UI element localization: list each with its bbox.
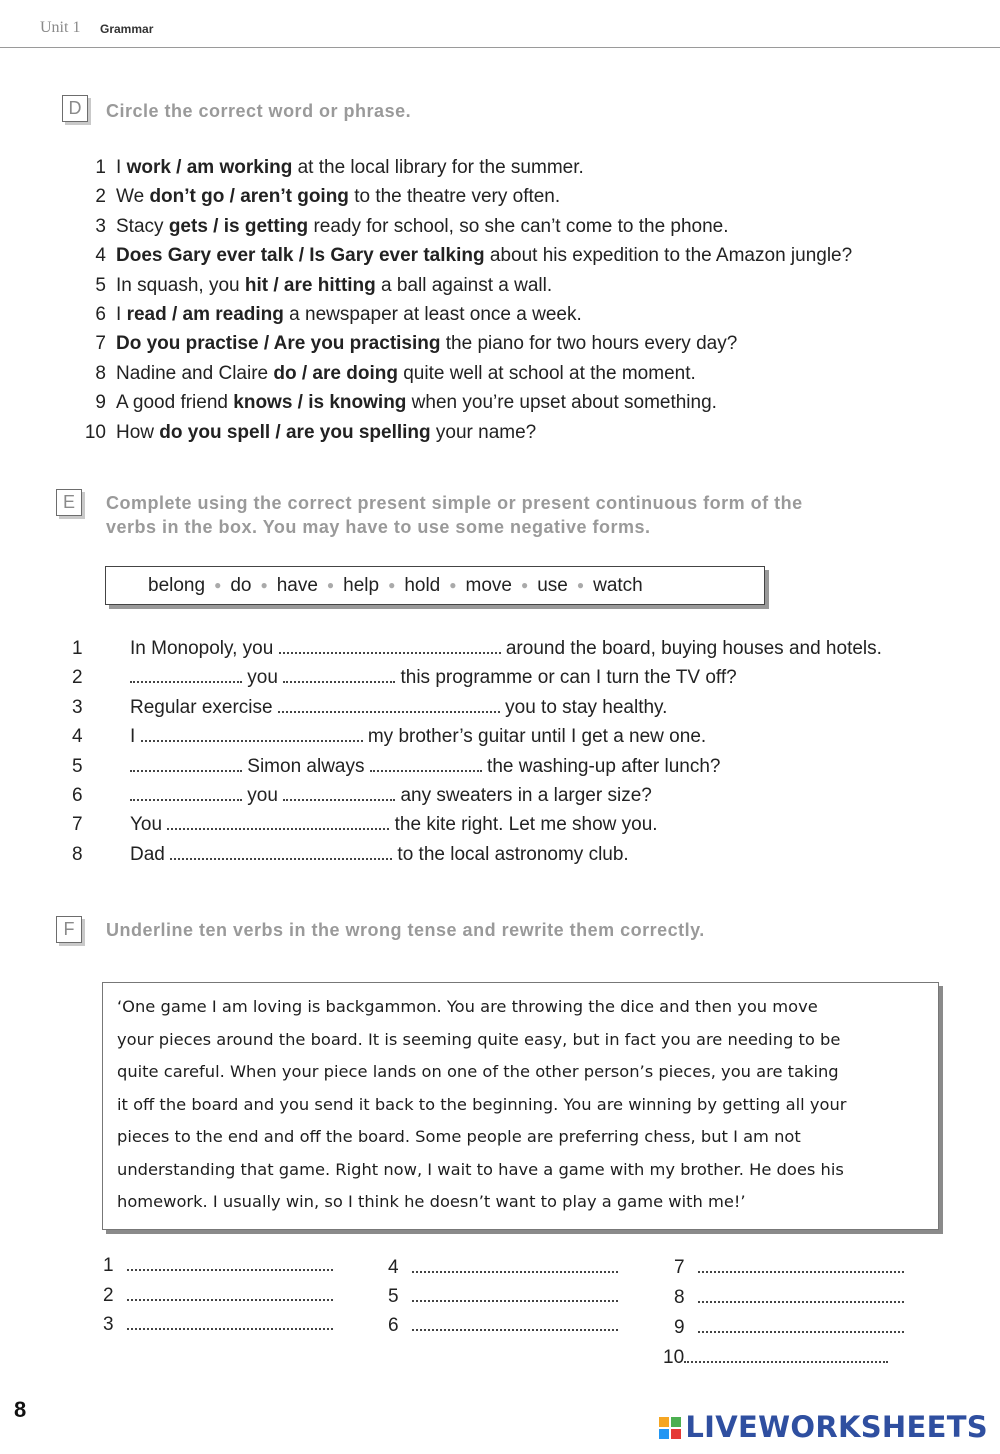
item-text: In squash, you bbox=[116, 274, 245, 296]
answer-blank[interactable] bbox=[698, 1319, 904, 1333]
item-text: you bbox=[242, 784, 284, 806]
section-f-instruction: Underline ten verbs in the wrong tense and rewrite them correctly. bbox=[106, 920, 705, 940]
answer-options[interactable]: don’t go / aren’t going bbox=[149, 186, 349, 208]
item-text: I bbox=[130, 726, 141, 748]
item-number: 3 bbox=[95, 215, 106, 237]
item-text: the kite right. Let me show you. bbox=[389, 814, 658, 836]
answer-line bbox=[674, 1317, 904, 1339]
answer-number: 7 bbox=[674, 1257, 685, 1278]
passage-line: understanding that game. Right now, I wait to have a game with my brother. He does his bbox=[117, 1159, 844, 1179]
passage-line: pieces to the end and off the board. Some people are preferring chess, but I am not bbox=[117, 1127, 801, 1146]
bullet-icon: ● bbox=[520, 578, 529, 593]
box-word: move bbox=[465, 575, 512, 596]
page-number: 8 bbox=[14, 1397, 27, 1422]
box-word: hold bbox=[404, 575, 441, 596]
answer-blank[interactable] bbox=[278, 699, 500, 713]
brand-logo bbox=[659, 1410, 988, 1444]
item-number: 5 bbox=[95, 274, 106, 296]
list-item bbox=[72, 813, 882, 842]
answer-blank[interactable] bbox=[370, 758, 482, 772]
answer-number: 10 bbox=[663, 1347, 685, 1368]
item-text: a newspaper at least once a week. bbox=[283, 303, 582, 325]
list-item bbox=[72, 244, 852, 273]
answer-blank[interactable] bbox=[412, 1259, 618, 1273]
item-text: the piano for two hours every day? bbox=[440, 333, 738, 355]
passage-line: ‘One game I am loving is backgammon. You are throwing the dice and then you move bbox=[117, 997, 818, 1016]
answer-number: 1 bbox=[103, 1255, 114, 1276]
answer-blank[interactable] bbox=[130, 669, 242, 683]
answer-line bbox=[103, 1285, 333, 1307]
bullet-icon: ● bbox=[260, 578, 268, 593]
list-item bbox=[72, 362, 852, 391]
list-item bbox=[72, 755, 882, 784]
box-word: watch bbox=[593, 575, 643, 596]
list-item bbox=[72, 843, 882, 872]
answer-number: 9 bbox=[674, 1317, 685, 1338]
bullet-icon: ● bbox=[576, 578, 585, 593]
liveworksheets-logo-icon bbox=[659, 1417, 681, 1439]
item-number: 4 bbox=[72, 726, 83, 748]
answer-line bbox=[103, 1314, 333, 1336]
item-text: A good friend bbox=[116, 392, 234, 414]
answer-line bbox=[388, 1315, 618, 1337]
item-text: you to stay healthy. bbox=[499, 696, 668, 718]
bullet-icon: ● bbox=[449, 578, 457, 593]
answer-blank[interactable] bbox=[170, 846, 392, 860]
answer-blank[interactable] bbox=[141, 728, 363, 742]
item-text: Stacy bbox=[116, 215, 169, 237]
box-word: do bbox=[230, 575, 252, 596]
list-item bbox=[72, 391, 852, 420]
item-number: 1 bbox=[72, 638, 83, 659]
item-text: around the board, buying houses and hotels. bbox=[500, 638, 882, 659]
answer-options[interactable]: Does Gary ever talk / Is Gary ever talking bbox=[116, 245, 485, 267]
answer-line bbox=[388, 1286, 618, 1308]
item-text: In Monopoly, you bbox=[130, 638, 279, 659]
answer-number: 2 bbox=[103, 1285, 114, 1306]
item-number: 4 bbox=[95, 245, 106, 267]
unit-label: Unit 1 bbox=[40, 19, 81, 36]
list-item bbox=[72, 666, 882, 695]
item-text: quite well at school at the moment. bbox=[397, 362, 696, 384]
box-word: belong bbox=[148, 575, 206, 596]
item-number: 2 bbox=[72, 667, 83, 689]
brand-text: LIVEWORKSHEETS bbox=[685, 1410, 988, 1444]
item-text: you bbox=[242, 667, 284, 689]
list-item bbox=[72, 421, 852, 450]
item-number: 2 bbox=[95, 186, 106, 208]
section-e-instruction-line1: Complete using the correct present simple or present continuous form of the bbox=[106, 493, 803, 513]
item-number: 10 bbox=[84, 421, 106, 443]
answer-blank[interactable] bbox=[279, 640, 501, 654]
list-item bbox=[72, 332, 852, 361]
passage-line: it off the board and you send it back to the beginning. You are winning by getting all your bbox=[117, 1094, 847, 1114]
answer-options[interactable]: hit / are hitting bbox=[244, 274, 376, 296]
section-d-list bbox=[72, 156, 852, 450]
list-item bbox=[72, 784, 882, 813]
list-item bbox=[72, 725, 882, 754]
section-d-instruction: Circle the correct word or phrase. bbox=[106, 101, 412, 121]
item-text: the washing-up after lunch? bbox=[481, 755, 721, 777]
item-text: How bbox=[116, 421, 160, 443]
verb-word-box bbox=[105, 566, 765, 605]
section-e-badge: E bbox=[56, 489, 82, 516]
answer-blank[interactable] bbox=[167, 816, 389, 830]
answer-blank[interactable] bbox=[283, 669, 395, 683]
passage-line: your pieces around the board. It is seeming quite easy, but in fact you are needing to be bbox=[117, 1029, 841, 1049]
passage-line: homework. I usually win, so I think he doesn’t want to play a game with me!’ bbox=[117, 1192, 746, 1211]
bullet-icon: ● bbox=[388, 578, 396, 593]
item-number: 6 bbox=[72, 784, 83, 806]
header-divider bbox=[0, 47, 1000, 48]
list-item bbox=[72, 303, 852, 332]
answer-line bbox=[388, 1257, 618, 1279]
answer-options[interactable]: do you spell / are you spelling bbox=[159, 421, 431, 443]
answer-options[interactable]: Do you practise / Are you practising bbox=[116, 333, 441, 355]
item-text: to the theatre very often. bbox=[348, 186, 561, 208]
item-text: about his expedition to the Amazon jungle? bbox=[484, 245, 853, 267]
list-item bbox=[72, 215, 852, 244]
section-f-badge: F bbox=[56, 916, 82, 943]
item-number: 9 bbox=[95, 392, 106, 414]
answer-number: 4 bbox=[388, 1257, 399, 1278]
answer-blank[interactable] bbox=[127, 1316, 333, 1330]
answer-options[interactable]: do / are doing bbox=[273, 362, 398, 384]
item-text: a ball against a wall. bbox=[375, 274, 553, 296]
answer-line bbox=[674, 1287, 904, 1309]
item-text: my brother’s guitar until I get a new one. bbox=[362, 726, 707, 748]
answer-number: 5 bbox=[388, 1286, 399, 1307]
item-text: any sweaters in a larger size? bbox=[395, 784, 652, 806]
answer-blank[interactable] bbox=[283, 787, 395, 801]
answer-blank[interactable] bbox=[130, 758, 242, 772]
list-item bbox=[72, 156, 852, 185]
answer-number: 8 bbox=[674, 1287, 685, 1308]
answer-blank[interactable] bbox=[412, 1317, 618, 1331]
answer-blank[interactable] bbox=[412, 1288, 618, 1302]
answer-blank[interactable] bbox=[698, 1289, 904, 1303]
item-text: You bbox=[130, 814, 168, 836]
item-text: We bbox=[116, 186, 150, 208]
answer-options[interactable]: gets / is getting bbox=[168, 215, 309, 237]
answer-number: 3 bbox=[103, 1314, 114, 1335]
item-number: 8 bbox=[95, 362, 106, 384]
item-text: to the local astronomy club. bbox=[392, 843, 629, 865]
section-label: Grammar bbox=[100, 22, 154, 36]
answer-options[interactable]: read / am reading bbox=[126, 303, 284, 325]
item-text: ready for school, so she can’t come to the phone. bbox=[308, 215, 729, 237]
item-number: 6 bbox=[95, 303, 106, 325]
list-item bbox=[72, 185, 852, 214]
box-word: have bbox=[276, 575, 318, 596]
item-text: I bbox=[116, 157, 127, 178]
bullet-icon: ● bbox=[326, 578, 335, 593]
item-text: when you’re upset about something. bbox=[406, 392, 717, 414]
item-text: Dad bbox=[130, 843, 171, 865]
item-number: 8 bbox=[72, 843, 83, 865]
item-number: 1 bbox=[95, 157, 106, 178]
answer-options[interactable]: work / am working bbox=[126, 157, 293, 178]
item-text: this programme or can I turn the TV off? bbox=[395, 667, 737, 689]
passage-line: quite careful. When your piece lands on one of the other person’s pieces, you are taking bbox=[117, 1062, 839, 1081]
answer-blank[interactable] bbox=[130, 787, 242, 801]
list-item bbox=[72, 637, 882, 666]
item-number: 3 bbox=[72, 696, 83, 718]
item-number: 7 bbox=[72, 814, 83, 836]
answer-number: 6 bbox=[388, 1315, 399, 1336]
box-word: use bbox=[537, 575, 568, 596]
reading-passage-box bbox=[102, 982, 939, 1230]
answer-blank[interactable] bbox=[698, 1259, 904, 1273]
answer-line bbox=[674, 1257, 904, 1279]
answer-line bbox=[103, 1255, 333, 1277]
box-word: help bbox=[343, 575, 380, 596]
item-text: your name? bbox=[430, 421, 537, 443]
answer-blank[interactable] bbox=[127, 1257, 333, 1271]
item-number: 5 bbox=[72, 755, 83, 777]
section-e-instruction-line2: verbs in the box. You may have to use some negative forms. bbox=[106, 517, 651, 537]
section-d-badge: D bbox=[62, 95, 88, 122]
item-text: at the local library for the summer. bbox=[292, 157, 584, 178]
list-item bbox=[72, 696, 882, 725]
answer-line bbox=[663, 1347, 888, 1369]
item-text: I bbox=[116, 303, 127, 325]
answer-blank[interactable] bbox=[127, 1287, 333, 1301]
list-item bbox=[72, 274, 852, 303]
item-text: Nadine and Claire bbox=[116, 362, 274, 384]
item-number: 7 bbox=[95, 333, 106, 355]
section-e-list bbox=[72, 637, 882, 872]
item-text: Simon always bbox=[242, 755, 370, 777]
answer-options[interactable]: knows / is knowing bbox=[233, 392, 407, 414]
answer-blank[interactable] bbox=[684, 1349, 888, 1363]
bullet-icon: ● bbox=[214, 578, 222, 593]
item-text: Regular exercise bbox=[130, 696, 278, 718]
